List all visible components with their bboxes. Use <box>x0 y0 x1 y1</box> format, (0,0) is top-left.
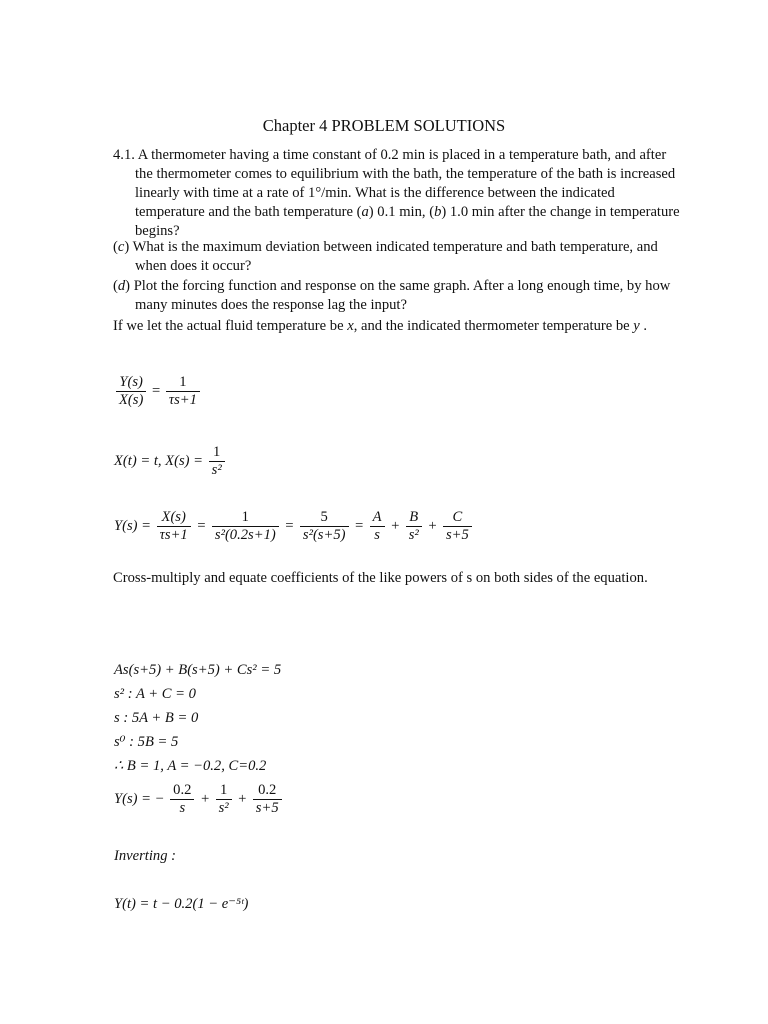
cross-multiply-text: Cross-multiply and equate coefficients of the like powers of s on both sides of the equation. <box>113 570 648 586</box>
chapter-title: Chapter 4 PROBLEM SOLUTIONS <box>262 116 506 135</box>
problem-statement: 4.1. A thermometer having a time constant of 0.2 min is placed in a temperature bath, and after the thermometer comes to equilibrium with the bath, the temperature of the bath is increased linearly with time at a rate of 1°/min. What is the difference between the indicated temperature and the bath temperature (a) 0.1 min, (b) 1.0 min after the change in temperature begins? <box>113 147 680 239</box>
intro-paragraph: If we let the actual fluid temperature be x, and the indicated thermometer temperature be y . <box>113 318 648 334</box>
problem-part-c: (c) What is the maximum deviation between indicated temperature and bath temperature, and when does it occur? <box>113 239 658 274</box>
problem-part-d: (d) Plot the forcing function and response on the same graph. After a long enough time, by how many minutes does the response lag the input? <box>113 278 671 313</box>
partial-fraction-equation: Y(s) = $\frac{X(s)}{\tau s+1}$ = $\frac{1}{\text{s²(0.2s+1)}}$ = $\frac{5}{\text{s²(s+5)}}$ = $\frac{A}{s}$ + $\frac{B}{\text{s²}}$ + $\frac{C}{s+5}$ <box>114 509 474 544</box>
partial-fraction-result: Y(s) = − $\frac{0.2}{s}$ + $\frac{1}{\text{s²}}$ + $\frac{0.2}{s+5}$ <box>114 782 284 817</box>
coefficient-system: As(s+5) + B(s+5) + Cs² = 5 s² : A + C = 0 s : 5A + B = 0 s⁰ : 5B = 5 ∴ B = 1, A = −0.2, C=0.2 <box>114 662 282 774</box>
ramp-input-equation: X(t) = t, X(s) = $\frac{1}{\text{s²}}$ <box>114 444 227 479</box>
transfer-function-equation: $\frac{Y(s)}{X(s)}$ = $\frac{1}{\tau s+1}$ <box>114 374 202 409</box>
inverting-label: Inverting : <box>114 848 177 864</box>
problem-number: 4.1. <box>113 147 135 163</box>
final-solution: Y(t) = t − 0.2(1 − e⁻⁵ᵗ) <box>114 896 249 912</box>
